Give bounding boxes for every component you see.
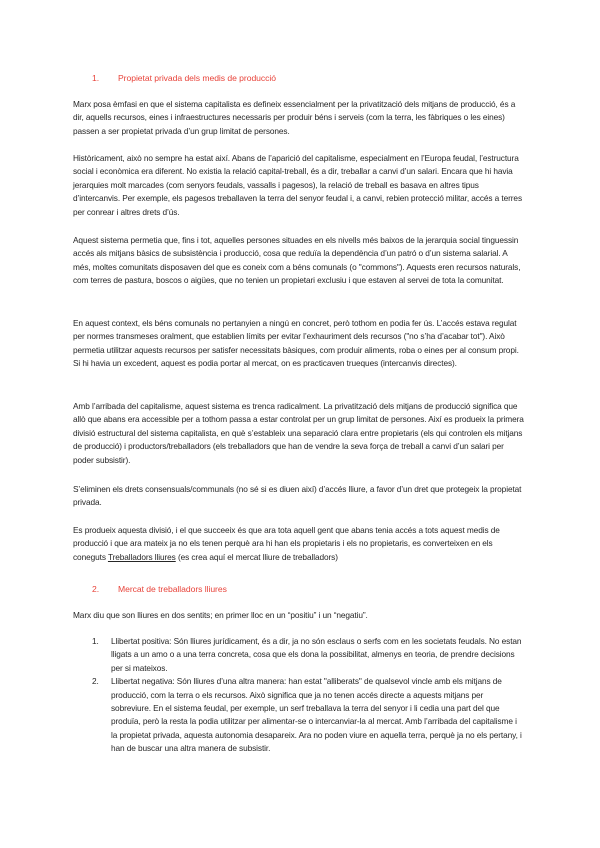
paragraph-6 [73, 483, 525, 510]
list-item-text: Llibertat negativa: Són lliures d’una altra manera: han estat "alliberats" de qualsevol vincle amb els mitjans de producció, com la terra o els recursos. Això significa que ja no tenen accés directe a aquests mitjans per sobreviure. En el sistema feudal, per exemple, un serf treballava la terra del senyor i li cedia una part del que produïa, però la resta la podia utilitzar per alimentar-se o intercanviar-la al mercat. Amb l’arribada del capitalisme i la propietat privada, aquesta autonomia desapareix. Ara no poden viure en aquella terra, perquè ja no els pertany, i han de buscar una altra manera de subsistir. [111, 676, 522, 754]
paragraph-text: S’eliminen els drets consensuals/communals (no sé si es diuen així) d’accés lliure, a favor d’un dret que protegeix la propietat privada. [73, 484, 522, 508]
list-item [92, 675, 525, 755]
section-number: 2. [92, 584, 100, 594]
underlined-term: Treballadors lliures [107, 551, 176, 562]
paragraph-3 [73, 234, 525, 288]
paragraph-text-end: (es crea aquí el mercat lliure de treballadors) [175, 551, 338, 562]
paragraph-text: Amb l’arribada del capitalisme, aquest sistema es trenca radicalment. La privatització dels mitjans de producció significa que allò que abans era accessible per a tothom passa a estar controlat per un grup limitat de persones. Així es produeix la primera divisió estructural del sistema capitalista, en què s’estableix una separació clara entre propietaris (els qui controlen els mitjans de producció) i productors/treballadors (els treballadors que han de vendre la seva força de treball a canvi d’un salari per poder subsistir). [73, 401, 524, 465]
paragraph-text: En aquest context, els béns comunals no pertanyien a ningú en concret, però tothom en podia fer ús. L’accés estava regulat per normes transmeses oralment, que establien límits per evitar l’exhauriment dels recursos ("no s’ha d’acabar tot"). Això permetia utilitzar aquests recursos per satisfer necessitats bàsiques, com produir aliments, roba o eines per al consum propi. Si hi havia un excedent, aquest es podia portar al mercat, on es practicaven trueques (intercanvis directes). [73, 318, 519, 369]
paragraph-text: Marx posa èmfasi en que el sistema capitalista es defineix essencialment per la privatització dels mitjans de producció, és a dir, aquells recursos, eines i infraestructures necessaris per produir béns i serveis (com la terra, les fàbriques o les eines) passen a ser propietat privada d’un grup limitat de persones. [73, 99, 516, 136]
list-item [92, 635, 525, 675]
paragraph-2 [73, 152, 525, 219]
paragraph-5 [73, 400, 525, 467]
paragraph-text: Aquest sistema permetia que, fins i tot, aquelles persones situades en els nivells més baixos de la jerarquia social tinguessin accés als mitjans bàsics de subsistència i producció, cosa que reduïa la dependència d’un patró o d’un sistema salarial. A més, moltes comunitats disposaven del que es coneix com a béns comunals (o "commons"). Aquests eren recursos naturals, com terres de pastura, boscos o aigües, que no tenien un propietari exclusiu i que estaven al servei de tota la comunitat. [73, 235, 521, 286]
section-number: 1. [92, 73, 100, 83]
paragraph-text-start: Es produeix aquesta divisió, i el que succeeix és que ara tota aquell gent que abans tenia accés a tots aquest medis de producció i que ara mateix ja no els tenen perquè ara hi han els propietaris i els no propietaris, es converteixen en els coneguts [73, 525, 500, 562]
section-title: Mercat de treballadors lliures [118, 584, 227, 594]
paragraph-8 [73, 609, 525, 622]
list-item-number: 1. [92, 636, 99, 646]
section-heading-2 [92, 584, 227, 594]
paragraph-text: Històricament, això no sempre ha estat així. Abans de l’aparició del capitalisme, especialment en l’Europa feudal, l’estructura social i econòmica era diferent. No existia la relació capital-treball, és a dir, treballar a canvi d’un salari. Encara que hi havia jerarquies molt marcades (com senyors feudals, vassalls i pagesos), la relació de treball es basava en altres tipus d’intercanvis. Per exemple, els pagesos treballaven la terra del senyor feudal i, a canvi, rebien protecció militar, accés a terres per conrear i altres drets d’ús. [73, 153, 522, 217]
paragraph-text: Marx diu que son lliures en dos sentits; en primer lloc en un “positiu” i un “negatiu”. [73, 610, 368, 620]
list-item-text: Llibertat positiva: Són lliures jurídicament, és a dir, ja no són esclaus o serfs com en les societats feudals. No estan lligats a un amo o a una terra concreta, cosa que els dona la possibilitat, almenys en teoria, de prendre decisions per si mateixos. [111, 636, 522, 673]
paragraph-text [73, 524, 525, 564]
section-heading-1 [92, 73, 276, 83]
paragraph-4 [73, 317, 525, 371]
paragraph-7 [73, 524, 525, 564]
section-title: Propietat privada dels medis de producció [118, 73, 276, 83]
list-item-number: 2. [92, 676, 99, 687]
numbered-list [92, 635, 525, 756]
paragraph-1 [73, 98, 525, 138]
